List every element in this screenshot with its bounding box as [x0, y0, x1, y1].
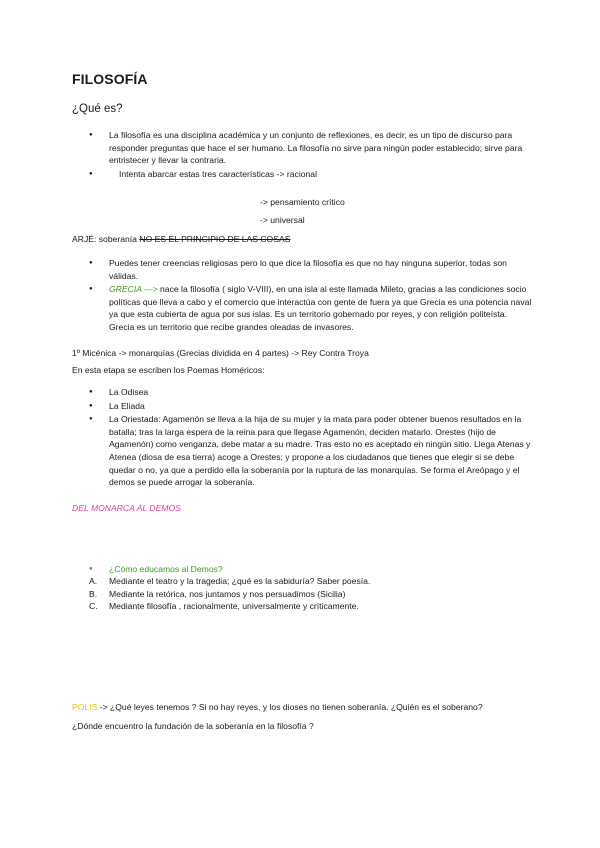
etapa-line: En esta etapa se escriben los Poemas Homéricos:: [72, 365, 265, 375]
list-marker: A.: [89, 576, 98, 586]
list-item: ● La filosofía es una disciplina académica y un conjunto de reflexiones, es decir, es un tipo de discurso para responder preguntas que hace el ser humano. La filosofía no sirve para ningún poder establecido; sirve para entristecer y llevar la contraria.: [72, 129, 532, 167]
list-item-text: Intenta abarcar estas tres características -> racional: [119, 168, 317, 179]
list-marker: B.: [89, 588, 98, 599]
sovereignty-question: ¿Dónde encuentro la fundación de la soberanía en la filosofía ?: [72, 721, 314, 731]
poems-list: [72, 386, 532, 490]
list-item-text: Mediante el teatro y la tragedia; ¿qué es la sabiduría? Saber poesía.: [109, 576, 371, 586]
list-item: [72, 168, 532, 181]
list-item: ● La Odisea: [72, 386, 532, 399]
polis-text: -> ¿Qué leyes tenemos ? Si no hay reyes, y los dioses no tienen soberanía. ¿Quién es el soberano?: [97, 702, 483, 712]
characteristic-universal: -> universal: [260, 215, 305, 225]
arje-line: [72, 233, 290, 246]
list-item: [72, 283, 532, 333]
list-marker: C.: [89, 601, 98, 612]
list-item: [72, 600, 532, 613]
list-item: [72, 575, 532, 588]
section-question: ¿Qué es?: [72, 103, 123, 115]
list-item-text: Mediante filosofía , racionalmente, universalmente y críticamente.: [109, 601, 359, 612]
micenica-line: 1º Micénica -> monarquías (Grecias dividida en 4 partes) -> Rey Contra Troya: [72, 348, 369, 358]
page-title: FILOSOFÍA: [72, 71, 148, 87]
arje-label: ARJÉ: soberanía: [72, 234, 140, 244]
greece-list: [72, 257, 532, 335]
list-item: ● La Oriestada: Agamenón se lleva a la hija de su mujer y la mata para poder obtener buenos resultados en la batalla; tras la larga espera de la reina para que llegase Agamenón, deciden matarlo. Orestes (hijo de Agamenón) como venganza, debe matar a su madre. Tras esto no es aceptado en ningún sitio. Llega Atenas y Atenea (diosa de esa tierra) acoge a Orestes; y propone a los ciudadanos que tienes que elegir si se debe quedar o no, ya que a perdido ella la soberanía por la ruptura de las monarquías. Se forma el Areópago y el demos se puede arrogar la soberanía.: [72, 413, 532, 489]
arje-struck-text: NO ES EL PRINCIPIO DE LAS COSAS: [139, 234, 291, 244]
definition-list: [72, 129, 532, 181]
list-item: ● Puedes tener creencias religiosas pero lo que dice la filosofía es que no hay ninguna superior, todas son válidas.: [72, 257, 532, 282]
polis-line: [72, 701, 483, 714]
characteristic-critical: -> pensamiento crítico: [260, 197, 345, 207]
list-item: [72, 588, 532, 601]
list-item-text: Mediante la retórica, nos juntamos y nos persuadimos (Sicilia): [109, 588, 346, 599]
grecia-text: nace la filosofía ( siglo V-VIII), en una isla al este llamada Mileto, gracias a las condiciones socio políticas que lleva a cabo y el comercio que interactúa con gente de fuera ya que Grecia es una potencia naval ya que esta cubierta de agua por sus islas. Es un territorio gobernado por reyes, y con religión politeísta. Grecia es un territorio que recibe grandes oleadas de invasores.: [109, 284, 532, 332]
list-item: ● La Eliada: [72, 400, 532, 413]
educate-items: [72, 575, 532, 613]
polis-label: POLIS: [72, 702, 98, 712]
demos-heading: DEL MONARCA AL DEMOS: [72, 503, 181, 513]
grecia-highlight: GRECIA --->: [109, 284, 158, 295]
list-item: ● ¿Cómo educamos al Demos?: [72, 563, 532, 576]
